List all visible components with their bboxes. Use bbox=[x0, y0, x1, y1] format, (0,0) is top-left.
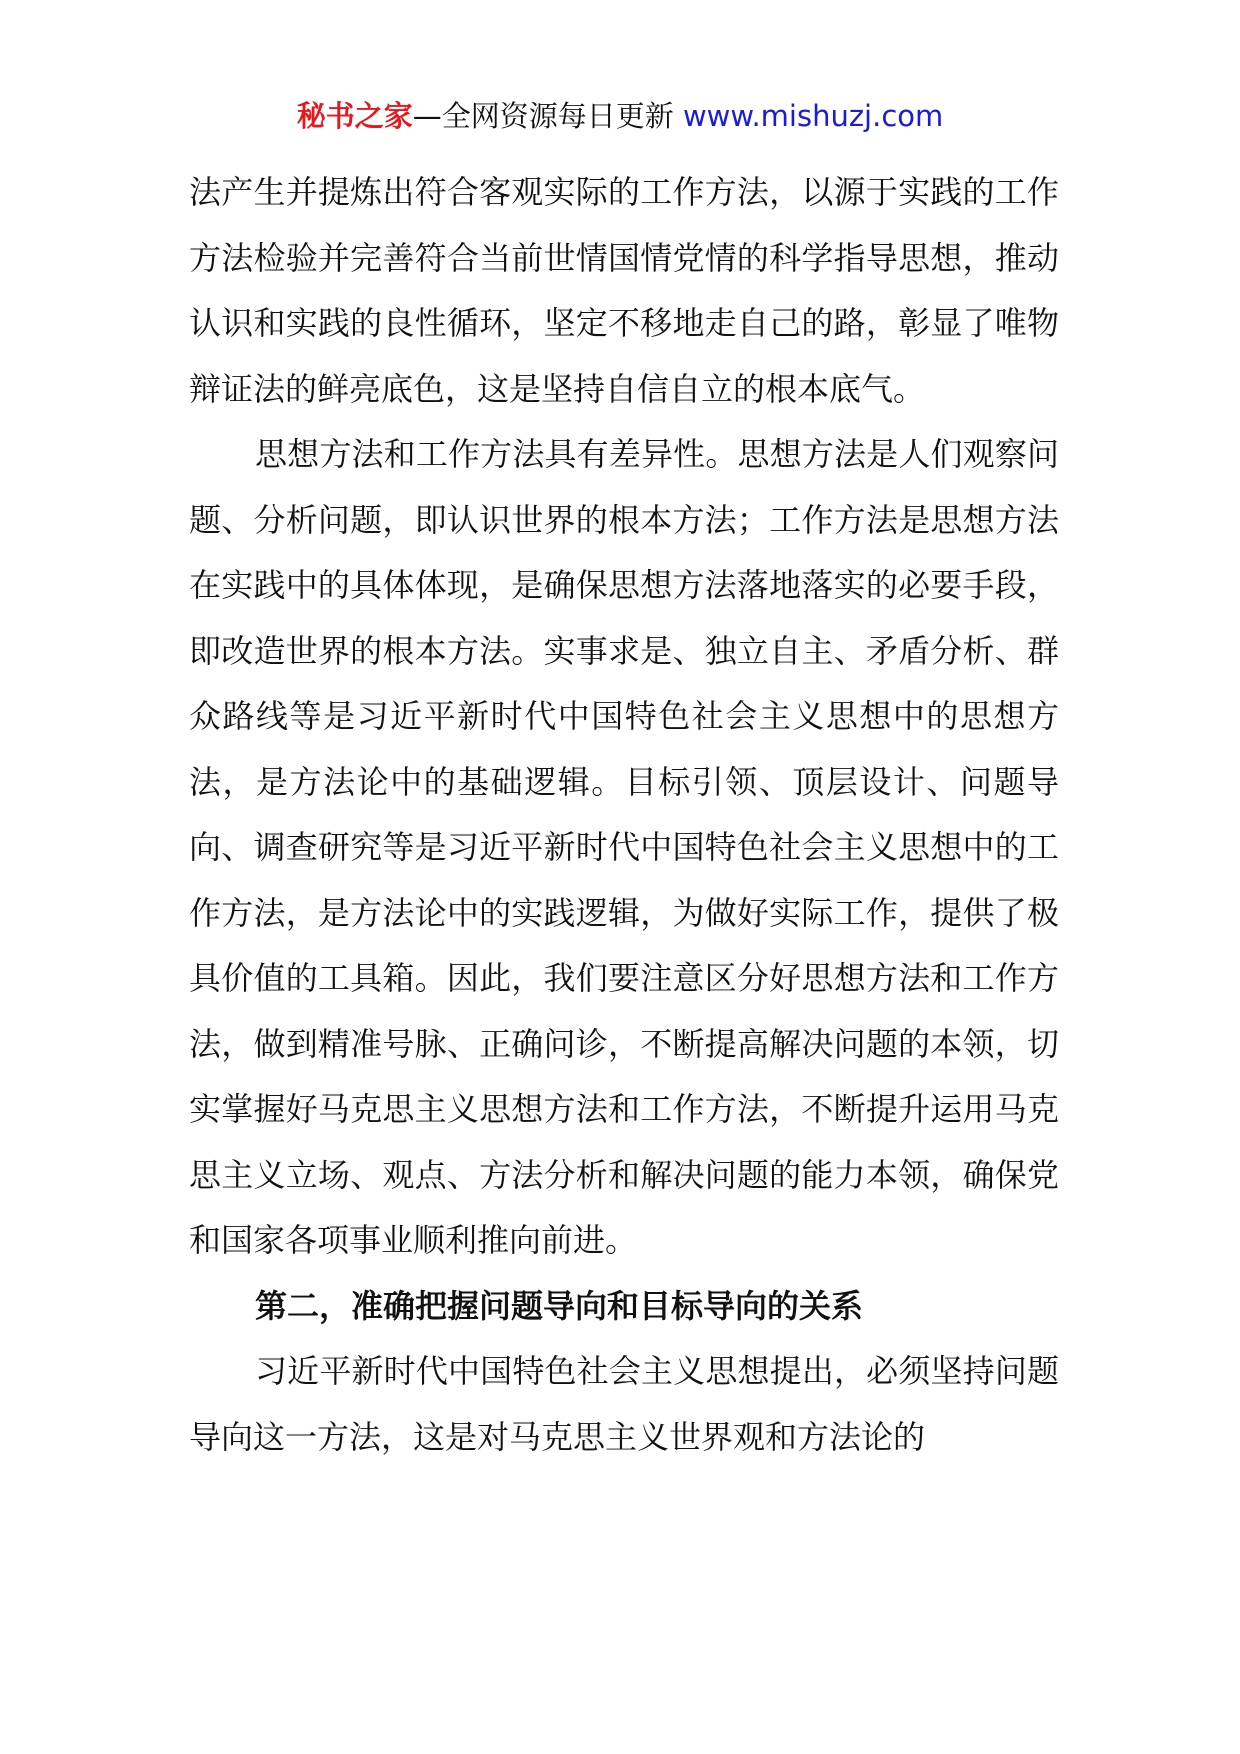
document-body bbox=[189, 160, 1059, 1470]
section-heading: 第二，准确把握问题导向和目标导向的关系 bbox=[255, 1286, 864, 1325]
site-url-link[interactable]: www.mishuzj.com bbox=[682, 99, 944, 133]
page-header bbox=[0, 96, 1240, 136]
paragraph-problem-orientation: 习近平新时代中国特色社会主义思想提出，必须坚持问题导向这一方法，这是对马克思主义世界观和方法论的 bbox=[189, 1352, 1059, 1456]
paragraph-methods-difference: 思想方法和工作方法具有差异性。思想方法是人们观察问题、分析问题，即认识世界的根本方法；工作方法是思想方法在实践中的具体体现，是确保思想方法落地落实的必要手段，即改造世界的根本方法。实事求是、独立自主、矛盾分析、群众路线等是习近平新时代中国特色社会主义思想中的思想方法，是方法论中的基础逻辑。目标引领、顶层设计、问题导向、调查研究等是习近平新时代中国特色社会主义思想中的工作方法，是方法论中的实践逻辑，为做好实际工作，提供了极具价值的工具箱。因此，我们要注意区分好思想方法和工作方法，做到精准号脉、正确问诊，不断提高解决问题的本领，切实掌握好马克思主义思想方法和工作方法，不断提升运用马克思主义立场、观点、方法分析和解决问题的能力本领，确保党和国家各项事业顺利推向前进。 bbox=[189, 435, 1059, 1259]
brand-name: 秘书之家 bbox=[296, 99, 413, 133]
paragraph-continued: 法产生并提炼出符合客观实际的工作方法，以源于实践的工作方法检验并完善符合当前世情国情党情的科学指导思想，推动认识和实践的良性循环，坚定不移地走自己的路，彰显了唯物辩证法的鲜亮底色，这是坚持自信自立的根本底气。 bbox=[189, 173, 1059, 408]
header-tagline: —全网资源每日更新 bbox=[412, 99, 674, 133]
